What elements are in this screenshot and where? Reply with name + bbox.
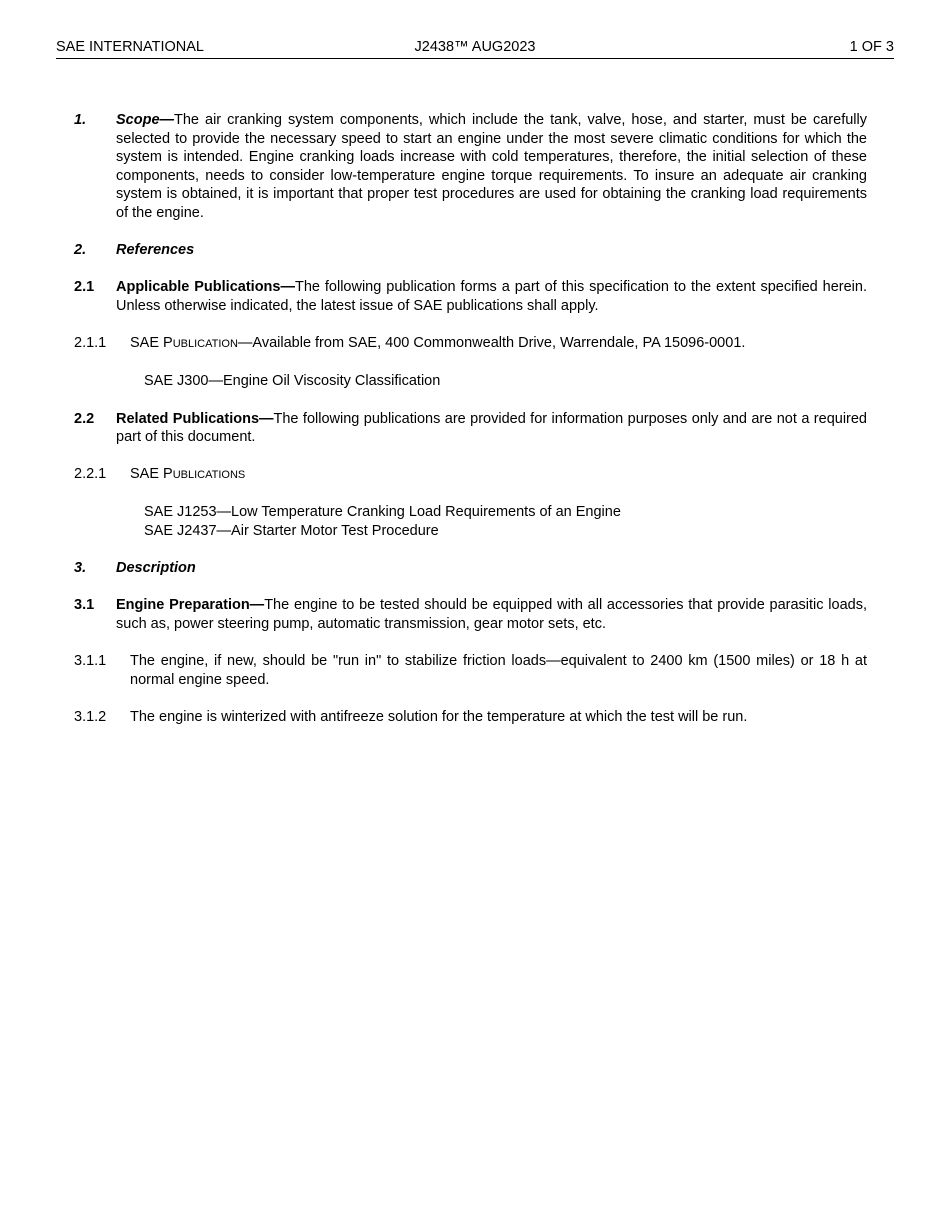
section-number: 1. — [74, 112, 87, 128]
section-title: Description — [116, 560, 196, 577]
section-number: 2.1 — [74, 279, 95, 296]
section-body — [116, 278, 867, 315]
section-title: Applicable Publications— — [116, 279, 295, 296]
section-body — [116, 596, 867, 633]
section-text: The following publication forms a part of this specification to the extent specified herein. Unless otherwise indicated, the latest issue of SAE publications shall apply. — [116, 279, 867, 314]
section-number: 3.1 — [74, 597, 95, 614]
section-number: 2.2.1 — [74, 466, 107, 483]
section-3-description — [74, 559, 867, 578]
title-dash: — — [159, 112, 175, 128]
section-text: —Available from SAE, 400 Commonwealth Drive, Warrendale, PA 15096-0001. — [237, 335, 746, 352]
section-text: The engine is winterized with antifreeze solution for the temperature at which the test will be run. — [130, 709, 748, 725]
section-title-cap: SAE P — [130, 466, 173, 483]
section-title: References — [116, 242, 195, 259]
reference-item: SAE J2437—Air Starter Motor Test Procedure — [144, 523, 439, 540]
section-number: 2.2 — [74, 410, 95, 427]
section-2-1-applicable-publications — [74, 278, 867, 315]
header-doc-id: J2438™ AUG2023 — [414, 39, 536, 55]
reference-list — [144, 372, 867, 391]
section-title-smallcaps: UBLICATION — [172, 338, 238, 351]
reference-item: SAE J1253—Low Temperature Cranking Load Requirements of an Engine — [144, 504, 621, 521]
section-body — [130, 334, 867, 354]
reference-item: SAE J300—Engine Oil Viscosity Classification — [144, 373, 441, 390]
section-text: The air cranking system components, which include the tank, valve, hose, and starter, must be carefully selected to provide the necessary speed to start an engine under the most severe climatic conditions for which the system is intended. Engine cranking loads increase with cold temperatures, therefore, the initial selection of these components, needs to consider low-temperature engine torque requirements. To insure an adequate air cranking system is obtained, it is important that proper test procedures are used for obtaining the cranking load requirements of the engine. — [116, 112, 867, 221]
section-body — [116, 111, 867, 223]
section-title-smallcaps: UBLICATIONS — [172, 469, 246, 482]
section-body — [116, 410, 867, 447]
section-number: 3. — [74, 560, 87, 577]
section-title-cap: SAE P — [130, 335, 173, 352]
header-org: SAE INTERNATIONAL — [56, 39, 204, 55]
section-2-2-related-publications — [74, 410, 867, 447]
section-2-references — [74, 241, 867, 260]
section-3-1-engine-preparation — [74, 596, 867, 633]
page-header — [56, 38, 894, 59]
section-title: Engine Preparation— — [116, 597, 265, 614]
section-number: 2. — [74, 242, 87, 259]
section-3-1-1 — [74, 652, 867, 689]
document-body — [74, 111, 867, 745]
section-title: Scope — [116, 112, 160, 128]
section-body — [130, 465, 867, 485]
section-text: The engine to be tested should be equipped with all accessories that provide parasitic loads, such as, power steering pump, automatic transmission, gear motor sets, etc. — [116, 597, 867, 633]
section-text: The following publications are provided for information purposes only and are not a required part of this document. — [116, 410, 867, 446]
section-title: Related Publications— — [116, 410, 274, 427]
section-number: 2.1.1 — [74, 335, 107, 352]
header-page-number: 1 OF 3 — [849, 39, 894, 55]
reference-list — [144, 503, 867, 540]
section-number: 3.1.1 — [74, 653, 107, 670]
section-2-2-1-sae-publications — [74, 465, 867, 485]
section-number: 3.1.2 — [74, 709, 107, 725]
section-2-1-1-sae-publication — [74, 334, 867, 354]
section-3-1-2 — [74, 708, 867, 727]
section-text: The engine, if new, should be "run in" to stabilize friction loads—equivalent to 2400 km (1500 miles) or 18 h at normal engine speed. — [130, 653, 867, 688]
section-1-scope — [74, 111, 867, 223]
